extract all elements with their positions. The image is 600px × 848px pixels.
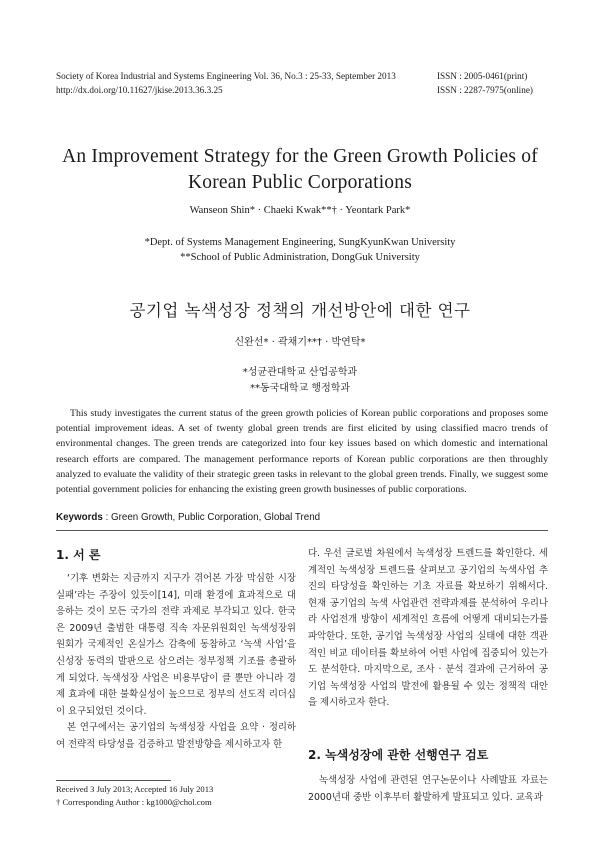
section-2-body [308, 773, 548, 806]
keywords-text: : Green Growth, Public Corporation, Global Trend [105, 512, 321, 523]
corresponding-author: † Corresponding Author : kg1000@chol.com [56, 797, 212, 807]
affiliation-ko-1: *성균관대학교 산업공학과 [242, 367, 358, 378]
section-1-paragraph-1: ‘기후 변화는 지금까지 지구가 겪어본 가장 막심한 시장실패’라는 주장이 있듯이[14], 미래 환경에 효과적으로 대응하는 것이 모든 국가의 전략 과제로 부각되고 있다. 한국은 2009년 출범한 대통령 직속 자문위원회인 녹색성장위원회가 국제적인 온실가스 감축에 동참하고 ‘녹색 사업’을 신성장 동력의 발판으로 삼으려는 정부정책 기조를 총괄하게 되었다. 녹색성장 사업은 비용부담이 클 뿐만 아니라 경제 효과에 대한 불확실성이 높으므로 정부의 선도적 리더십이 요구되었던 것이다. [56, 573, 296, 717]
journal-citation: Society of Korea Industrial and Systems Engineering Vol. 36, No.3 : 25-33, September 2013 [56, 71, 396, 81]
section-1-heading: 1. 서 론 [56, 548, 101, 562]
issn-print: ISSN : 2005-0461(print) [437, 71, 528, 81]
divider [56, 530, 548, 531]
authors-en: Wanseon Shin* · Chaeki Kwak**† · Yeontark Park* [189, 205, 411, 216]
section-2-heading: 2. 녹색성장에 관한 선행연구 검토 [308, 748, 489, 762]
affiliation-ko-2: **동국대학교 행정학과 [249, 383, 351, 394]
issn-online: ISSN : 2287-7975(online) [437, 85, 533, 95]
abstract: This study investigates the current status of the green growth policies of Korean public corporations and proposes some potential improvement ideas. A set of twenty global green trends are first elicited by using classified macro trends of environmental changes. The green trends are categorized into four key issues based on which domestic and international research efforts are compared. The management performance reports of Korean public corporations are then throughly analyzed to evaluate the validity of their strategic green tasks in relevant to the global green trends. Finally, we suggest some potential government policies for enhancing the existing green growth businesses of public corporations. [56, 408, 548, 496]
section-1-paragraph-2-continued: 다. 우선 글로벌 차원에서 녹색성장 트렌드를 확인한다. 세계적인 녹색성장 트렌드를 살펴보고 공기업의 녹색사업 추진의 타당성을 확인하는 기초 자료를 확보하기 위해서다. 현재 공기업의 녹색 사업관련 전략과제를 분석하여 우리나라 사업전개 방향이 세계적인 흐름에 어떻게 대비되는가를 파악한다. 또한, 공기업 녹색성장 사업의 실태에 대한 객관적인 비교 데이터를 확보하여 어떤 사업에 집중되어 있는가도 분석한다. 마지막으로, 조사 · 분석 결과에 근거하여 공기업 녹색성장 사업의 발전에 활용될 수 있는 정책적 대안을 제시하고자 한다. [308, 548, 548, 709]
keywords-label: Keywords [56, 512, 103, 523]
section-1-paragraph-2: 본 연구에서는 공기업의 녹색성장 사업을 요약 · 정리하여 전략적 타당성을 검증하고 발전방향을 제시하고자 한 [56, 722, 296, 750]
right-column [308, 546, 548, 712]
paper-title-en-line1: An Improvement Strategy for the Green Growth Policies of [62, 146, 538, 167]
paper-title-en-line2: Korean Public Corporations [188, 172, 412, 193]
paper-title-ko: 공기업 녹색성장 정책의 개선방안에 대한 연구 [129, 301, 471, 320]
footnote-rule [56, 780, 171, 781]
received-dates: Received 3 July 2013; Accepted 16 July 2013 [56, 784, 214, 794]
affiliation-en-1: *Dept. of Systems Management Engineering, SungKyunKwan University [144, 237, 456, 248]
affiliation-en-2: **School of Public Administration, DongGuk University [180, 252, 420, 263]
keywords [56, 512, 320, 523]
doi-link[interactable]: http://dx.doi.org/10.11627/jkise.2013.36.3.25 [56, 85, 223, 95]
left-column [56, 571, 296, 754]
section-2-paragraph-1: 녹색성장 사업에 관련된 연구논문이나 사례발표 자료는 2000년대 중반 이후부터 활발하게 발표되고 있다. 교육과 [308, 775, 548, 803]
authors-ko: 신완선* · 곽채기**† · 박연탁* [234, 337, 366, 348]
